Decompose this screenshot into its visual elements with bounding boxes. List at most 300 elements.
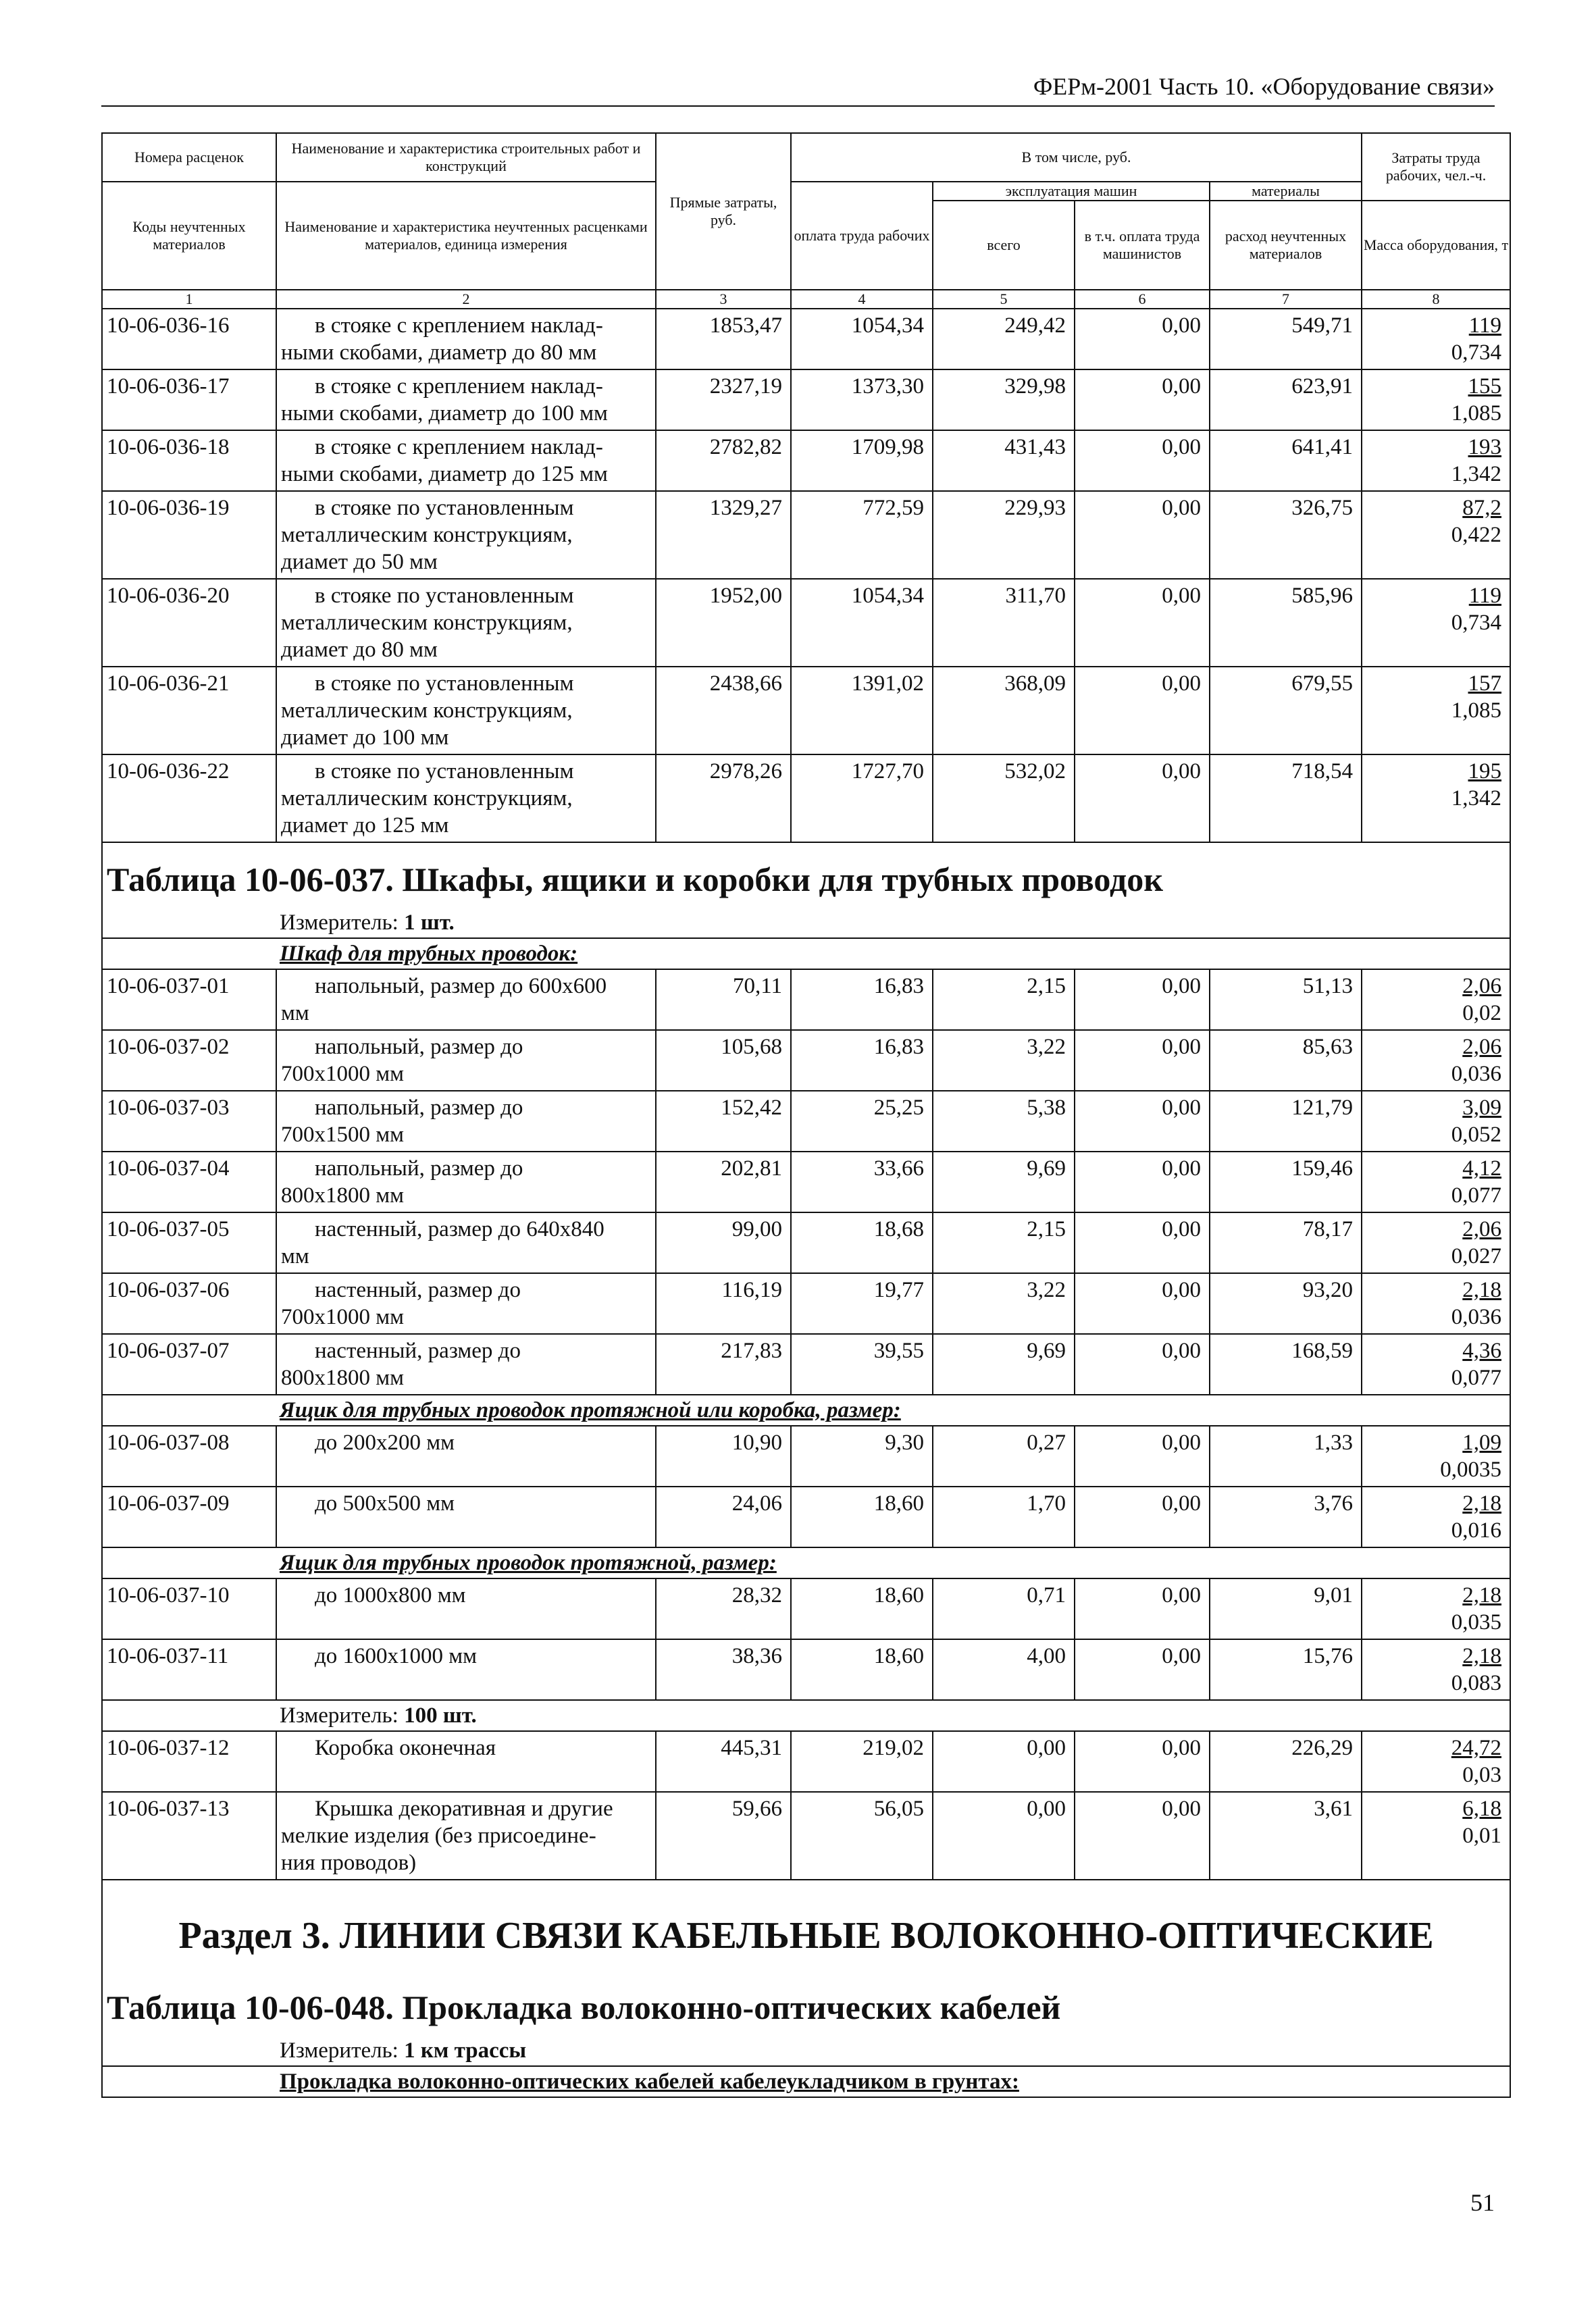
machines-total: 1,70: [933, 1487, 1075, 1547]
rate-code: 10-06-037-07: [102, 1334, 276, 1395]
description-line: ными скобами, диаметр до 80 мм: [281, 340, 597, 365]
table-row: [102, 1091, 1510, 1152]
worker-wage: 56,05: [791, 1792, 933, 1880]
rate-code: 10-06-037-13: [102, 1792, 276, 1880]
table-037-title: Таблица 10-06-037. Шкафы, ящики и коробки для трубных проводок: [102, 842, 1510, 908]
machines-total: 3,22: [933, 1273, 1075, 1334]
machines-total: 0,00: [933, 1792, 1075, 1880]
direct-costs: 70,11: [656, 969, 791, 1030]
table-row: [102, 1487, 1510, 1547]
machinists-wage: 0,00: [1075, 369, 1210, 430]
materials-cost: 326,75: [1210, 491, 1362, 579]
materials-cost: 226,29: [1210, 1731, 1362, 1792]
header-col2-bottom: Наименование и характеристика неучтенных расценками материалов, единица измерения: [276, 182, 656, 290]
rows-037-b: [102, 1426, 1510, 1547]
labor-and-mass: [1362, 969, 1510, 1030]
equipment-mass: 0,036: [1451, 1305, 1502, 1329]
rows-037-a: [102, 969, 1510, 1395]
labor-and-mass: [1362, 1639, 1510, 1700]
rows-037-c: [102, 1578, 1510, 1700]
table-row: [102, 1731, 1510, 1792]
equipment-mass: 0,734: [1451, 611, 1502, 635]
machinists-wage: 0,00: [1075, 430, 1210, 491]
rate-code: 10-06-036-20: [102, 579, 276, 667]
labor-hours: 195: [1468, 759, 1502, 783]
description-line: 800х1800 мм: [281, 1366, 405, 1390]
table-row: [102, 1578, 1510, 1639]
direct-costs: 59,66: [656, 1792, 791, 1880]
labor-hours: 2,06: [1462, 1035, 1502, 1059]
description-line: в стояке по установленным: [315, 671, 574, 696]
table-row: [102, 1212, 1510, 1273]
machines-total: 9,69: [933, 1334, 1075, 1395]
table-048-title: Таблица 10-06-048. Прокладка волоконно-оптических кабелей: [102, 1983, 1510, 2036]
worker-wage: 1054,34: [791, 309, 933, 369]
equipment-mass: 0,083: [1451, 1671, 1502, 1695]
labor-hours: 2,06: [1462, 1217, 1502, 1241]
worker-wage: 25,25: [791, 1091, 933, 1152]
machinists-wage: 0,00: [1075, 667, 1210, 754]
equipment-mass: 0,035: [1451, 1610, 1502, 1635]
column-numbers-row: [102, 290, 1510, 309]
description-line: в стояке по установленным: [315, 759, 574, 783]
worker-wage: 1373,30: [791, 369, 933, 430]
work-description: [276, 1578, 656, 1639]
running-head: [101, 68, 1495, 107]
direct-costs: 2438,66: [656, 667, 791, 754]
materials-cost: 93,20: [1210, 1273, 1362, 1334]
work-description: [276, 491, 656, 579]
description-line: до 1000х800 мм: [315, 1583, 466, 1608]
direct-costs: 1952,00: [656, 579, 791, 667]
column-number: 4: [791, 290, 933, 309]
header-machines: эксплуатация машин: [933, 182, 1210, 201]
labor-and-mass: [1362, 369, 1510, 430]
description-line: 700х1500 мм: [281, 1123, 405, 1147]
work-description: [276, 1334, 656, 1395]
direct-costs: 105,68: [656, 1030, 791, 1091]
materials-cost: 78,17: [1210, 1212, 1362, 1273]
table-row: [102, 309, 1510, 369]
labor-hours: 157: [1468, 671, 1502, 696]
machines-total: 4,00: [933, 1639, 1075, 1700]
labor-hours: 87,2: [1462, 496, 1502, 520]
section-fiber-cable-laying: Прокладка волоконно-оптических кабелей кабелеукладчиком в грунтах:: [102, 2066, 1510, 2097]
measure-label: Измеритель:: [280, 1703, 398, 1728]
description-line: Крышка декоративная и другие: [315, 1797, 613, 1821]
materials-cost: 585,96: [1210, 579, 1362, 667]
column-number: 8: [1362, 290, 1510, 309]
direct-costs: 217,83: [656, 1334, 791, 1395]
description-line: настенный, размер до: [315, 1278, 521, 1302]
measure-value: 100 шт.: [404, 1703, 477, 1728]
worker-wage: 16,83: [791, 969, 933, 1030]
labor-and-mass: [1362, 1030, 1510, 1091]
header-labor-top: Затраты труда рабочих, чел.-ч.: [1362, 133, 1510, 201]
table-row: [102, 969, 1510, 1030]
equipment-mass: 1,085: [1451, 401, 1502, 426]
machines-total: 2,15: [933, 1212, 1075, 1273]
measure-value: 1 шт.: [404, 910, 455, 935]
work-description: [276, 754, 656, 842]
section-cabinet: Шкаф для трубных проводок:: [102, 938, 1510, 969]
work-description: [276, 1152, 656, 1212]
materials-cost: 85,63: [1210, 1030, 1362, 1091]
labor-and-mass: [1362, 1334, 1510, 1395]
equipment-mass: 0,02: [1462, 1001, 1502, 1025]
description-line: напольный, размер до: [315, 1156, 523, 1181]
document-page: [101, 132, 1510, 2159]
work-description: [276, 1091, 656, 1152]
machinists-wage: 0,00: [1075, 1578, 1210, 1639]
equipment-mass: 0,016: [1451, 1518, 1502, 1543]
measure-value: 1 км трассы: [404, 2038, 527, 2063]
header-machinists-wage: в т.ч. оплата труда машинистов: [1075, 201, 1210, 290]
description-line: напольный, размер до 600х600: [315, 974, 607, 998]
labor-and-mass: [1362, 1152, 1510, 1212]
description-line: металлическим конструкциям,: [281, 523, 573, 547]
materials-cost: 1,33: [1210, 1426, 1362, 1487]
labor-and-mass: [1362, 1273, 1510, 1334]
work-description: [276, 1792, 656, 1880]
column-number: 3: [656, 290, 791, 309]
header-col1-bottom: Коды неучтенных материалов: [102, 182, 276, 290]
header-materials: материалы: [1210, 182, 1362, 201]
description-line: мелкие изделия (без присоедине-: [281, 1824, 596, 1848]
description-line: мм: [281, 1001, 309, 1025]
equipment-mass: 0,0035: [1440, 1458, 1502, 1482]
description-line: в стояке с креплением наклад-: [315, 435, 603, 459]
direct-costs: 202,81: [656, 1152, 791, 1212]
equipment-mass: 1,342: [1451, 786, 1502, 811]
direct-costs: 2327,19: [656, 369, 791, 430]
labor-and-mass: [1362, 1212, 1510, 1273]
table-row: [102, 1792, 1510, 1880]
labor-hours: 4,12: [1462, 1156, 1502, 1181]
machinists-wage: 0,00: [1075, 1091, 1210, 1152]
machines-total: 368,09: [933, 667, 1075, 754]
table-037-block: [102, 842, 1510, 969]
description-line: в стояке по установленным: [315, 584, 574, 608]
machines-total: 9,69: [933, 1152, 1075, 1212]
direct-costs: 152,42: [656, 1091, 791, 1152]
labor-hours: 193: [1468, 435, 1502, 459]
materials-cost: 718,54: [1210, 754, 1362, 842]
header-col1-top: Номера расценок: [102, 133, 276, 182]
labor-hours: 1,09: [1462, 1431, 1502, 1455]
labor-hours: 3,09: [1462, 1096, 1502, 1120]
direct-costs: 2978,26: [656, 754, 791, 842]
section-pull-box: Ящик для трубных проводок протяжной, размер:: [102, 1547, 1510, 1578]
part-3-block: [102, 1880, 1510, 2097]
description-line: в стояке с креплением наклад-: [315, 313, 603, 338]
materials-cost: 121,79: [1210, 1091, 1362, 1152]
page-number: 51: [1470, 2189, 1495, 2216]
work-description: [276, 430, 656, 491]
header-materials-use: расход неучтенных материалов: [1210, 201, 1362, 290]
rate-code: 10-06-037-04: [102, 1152, 276, 1212]
labor-and-mass: [1362, 667, 1510, 754]
worker-wage: 772,59: [791, 491, 933, 579]
labor-and-mass: [1362, 1578, 1510, 1639]
description-line: диамет до 50 мм: [281, 550, 438, 574]
machinists-wage: 0,00: [1075, 1152, 1210, 1212]
worker-wage: 1054,34: [791, 579, 933, 667]
table-row: [102, 1334, 1510, 1395]
materials-cost: 168,59: [1210, 1334, 1362, 1395]
work-description: [276, 1639, 656, 1700]
description-line: металлическим конструкциям,: [281, 611, 573, 635]
equipment-mass: 0,01: [1462, 1824, 1502, 1848]
section-box-or-case: Ящик для трубных проводок протяжной или коробка, размер:: [102, 1395, 1510, 1426]
description-line: Коробка оконечная: [315, 1736, 496, 1760]
price-table: [101, 132, 1511, 2098]
table-row: [102, 430, 1510, 491]
column-number: 6: [1075, 290, 1210, 309]
worker-wage: 39,55: [791, 1334, 933, 1395]
equipment-mass: 0,077: [1451, 1183, 1502, 1208]
machines-total: 0,71: [933, 1578, 1075, 1639]
materials-cost: 15,76: [1210, 1639, 1362, 1700]
worker-wage: 18,60: [791, 1487, 933, 1547]
table-048-measure: [102, 2036, 1510, 2066]
measure-label: Измеритель:: [280, 2038, 398, 2063]
labor-hours: 2,18: [1462, 1583, 1502, 1608]
equipment-mass: 0,027: [1451, 1244, 1502, 1268]
worker-wage: 1727,70: [791, 754, 933, 842]
machines-total: 532,02: [933, 754, 1075, 842]
machines-total: 311,70: [933, 579, 1075, 667]
header-machines-total: всего: [933, 201, 1075, 290]
materials-cost: 641,41: [1210, 430, 1362, 491]
machinists-wage: 0,00: [1075, 1212, 1210, 1273]
labor-hours: 119: [1468, 584, 1502, 608]
work-description: [276, 1731, 656, 1792]
equipment-mass: 0,052: [1451, 1123, 1502, 1147]
equipment-mass: 0,077: [1451, 1366, 1502, 1390]
rate-code: 10-06-037-11: [102, 1639, 276, 1700]
description-line: до 1600х1000 мм: [315, 1644, 478, 1668]
labor-and-mass: [1362, 1731, 1510, 1792]
header-col2-top: Наименование и характеристика строительных работ и конструкций: [276, 133, 656, 182]
equipment-mass: 1,085: [1451, 698, 1502, 723]
table-row: [102, 1639, 1510, 1700]
work-description: [276, 667, 656, 754]
direct-costs: 1853,47: [656, 309, 791, 369]
description-line: ными скобами, диаметр до 125 мм: [281, 462, 608, 486]
labor-hours: 2,18: [1462, 1278, 1502, 1302]
rate-code: 10-06-036-19: [102, 491, 276, 579]
machinists-wage: 0,00: [1075, 754, 1210, 842]
description-line: в стояке с креплением наклад-: [315, 374, 603, 398]
rate-code: 10-06-037-09: [102, 1487, 276, 1547]
labor-hours: 155: [1468, 374, 1502, 398]
machinists-wage: 0,00: [1075, 1334, 1210, 1395]
description-line: настенный, размер до: [315, 1339, 521, 1363]
description-line: до 200х200 мм: [315, 1431, 455, 1455]
labor-hours: 119: [1468, 313, 1502, 338]
machinists-wage: 0,00: [1075, 491, 1210, 579]
machinists-wage: 0,00: [1075, 579, 1210, 667]
work-description: [276, 1487, 656, 1547]
rate-code: 10-06-036-16: [102, 309, 276, 369]
description-line: 700х1000 мм: [281, 1305, 405, 1329]
worker-wage: 18,60: [791, 1639, 933, 1700]
table-row: [102, 369, 1510, 430]
labor-and-mass: [1362, 754, 1510, 842]
rate-code: 10-06-037-08: [102, 1426, 276, 1487]
running-head-text: ФЕРм-2001 Часть 10. «Оборудование связи»: [1033, 73, 1495, 100]
description-line: диамет до 100 мм: [281, 725, 449, 750]
labor-and-mass: [1362, 430, 1510, 491]
worker-wage: 19,77: [791, 1273, 933, 1334]
description-line: металлическим конструкциям,: [281, 786, 573, 811]
direct-costs: 10,90: [656, 1426, 791, 1487]
worker-wage: 1391,02: [791, 667, 933, 754]
column-number: 2: [276, 290, 656, 309]
description-line: до 500х500 мм: [315, 1491, 455, 1516]
materials-cost: 679,55: [1210, 667, 1362, 754]
table-row: [102, 491, 1510, 579]
machinists-wage: 0,00: [1075, 1731, 1210, 1792]
labor-and-mass: [1362, 1426, 1510, 1487]
equipment-mass: 1,342: [1451, 462, 1502, 486]
equipment-mass: 0,422: [1451, 523, 1502, 547]
worker-wage: 33,66: [791, 1152, 933, 1212]
rate-code: 10-06-037-12: [102, 1731, 276, 1792]
work-description: [276, 1273, 656, 1334]
labor-hours: 2,18: [1462, 1644, 1502, 1668]
direct-costs: 99,00: [656, 1212, 791, 1273]
direct-costs: 445,31: [656, 1731, 791, 1792]
table-row: [102, 579, 1510, 667]
machines-total: 329,98: [933, 369, 1075, 430]
table-header: [102, 133, 1510, 309]
column-number: 5: [933, 290, 1075, 309]
equipment-mass: 0,03: [1462, 1763, 1502, 1787]
rows-037-d: [102, 1731, 1510, 1880]
direct-costs: 116,19: [656, 1273, 791, 1334]
machinists-wage: 0,00: [1075, 969, 1210, 1030]
equipment-mass: 0,734: [1451, 340, 1502, 365]
machines-total: 2,15: [933, 969, 1075, 1030]
worker-wage: 219,02: [791, 1731, 933, 1792]
machines-total: 5,38: [933, 1091, 1075, 1152]
description-line: 700х1000 мм: [281, 1062, 405, 1086]
machinists-wage: 0,00: [1075, 1487, 1210, 1547]
column-number: 1: [102, 290, 276, 309]
description-line: диамет до 80 мм: [281, 638, 438, 662]
header-direct-costs: Прямые затраты, руб.: [656, 133, 791, 290]
labor-hours: 4,36: [1462, 1339, 1502, 1363]
labor-and-mass: [1362, 491, 1510, 579]
worker-wage: 16,83: [791, 1030, 933, 1091]
header-wage: оплата труда рабочих: [791, 182, 933, 290]
description-line: ния проводов): [281, 1851, 417, 1875]
direct-costs: 28,32: [656, 1578, 791, 1639]
materials-cost: 3,61: [1210, 1792, 1362, 1880]
work-description: [276, 309, 656, 369]
materials-cost: 623,91: [1210, 369, 1362, 430]
labor-and-mass: [1362, 1792, 1510, 1880]
rate-code: 10-06-037-10: [102, 1578, 276, 1639]
direct-costs: 1329,27: [656, 491, 791, 579]
rate-code: 10-06-037-03: [102, 1091, 276, 1152]
description-line: ными скобами, диаметр до 100 мм: [281, 401, 608, 426]
table-037-measure: [102, 908, 1510, 938]
labor-and-mass: [1362, 579, 1510, 667]
header-mass: Масса оборудования, т: [1362, 201, 1510, 290]
labor-and-mass: [1362, 309, 1510, 369]
table-row: [102, 667, 1510, 754]
table-row: [102, 1030, 1510, 1091]
table-row: [102, 1152, 1510, 1212]
rows-036: [102, 309, 1510, 842]
table-row: [102, 1426, 1510, 1487]
rate-code: 10-06-037-05: [102, 1212, 276, 1273]
machinists-wage: 0,00: [1075, 1273, 1210, 1334]
machines-total: 0,27: [933, 1426, 1075, 1487]
table-row: [102, 1273, 1510, 1334]
worker-wage: 18,68: [791, 1212, 933, 1273]
labor-hours: 6,18: [1462, 1797, 1502, 1821]
direct-costs: 38,36: [656, 1639, 791, 1700]
description-line: в стояке по установленным: [315, 496, 574, 520]
materials-cost: 159,46: [1210, 1152, 1362, 1212]
rate-code: 10-06-037-06: [102, 1273, 276, 1334]
description-line: металлическим конструкциям,: [281, 698, 573, 723]
part-3-title: Раздел 3. ЛИНИИ СВЯЗИ КАБЕЛЬНЫЕ ВОЛОКОННО-ОПТИЧЕСКИЕ: [102, 1880, 1510, 1983]
rate-code: 10-06-036-17: [102, 369, 276, 430]
materials-cost: 9,01: [1210, 1578, 1362, 1639]
description-line: напольный, размер до: [315, 1035, 523, 1059]
machinists-wage: 0,00: [1075, 1030, 1210, 1091]
worker-wage: 1709,98: [791, 430, 933, 491]
machinists-wage: 0,00: [1075, 1792, 1210, 1880]
labor-and-mass: [1362, 1091, 1510, 1152]
header-group: В том числе, руб.: [791, 133, 1362, 182]
table-037-measure-2: [102, 1700, 1510, 1731]
work-description: [276, 579, 656, 667]
description-line: 800х1800 мм: [281, 1183, 405, 1208]
measure-label: Измеритель:: [280, 910, 398, 935]
description-line: мм: [281, 1244, 309, 1268]
machinists-wage: 0,00: [1075, 309, 1210, 369]
description-line: диамет до 125 мм: [281, 813, 449, 838]
materials-cost: 51,13: [1210, 969, 1362, 1030]
labor-and-mass: [1362, 1487, 1510, 1547]
labor-hours: 24,72: [1451, 1736, 1502, 1760]
work-description: [276, 1426, 656, 1487]
equipment-mass: 0,036: [1451, 1062, 1502, 1086]
machines-total: 249,42: [933, 309, 1075, 369]
table-row: [102, 754, 1510, 842]
rate-code: 10-06-037-02: [102, 1030, 276, 1091]
work-description: [276, 1030, 656, 1091]
rate-code: 10-06-036-22: [102, 754, 276, 842]
labor-hours: 2,06: [1462, 974, 1502, 998]
machinists-wage: 0,00: [1075, 1639, 1210, 1700]
machines-total: 0,00: [933, 1731, 1075, 1792]
machines-total: 229,93: [933, 491, 1075, 579]
description-line: настенный, размер до 640х840: [315, 1217, 604, 1241]
direct-costs: 2782,82: [656, 430, 791, 491]
rate-code: 10-06-036-18: [102, 430, 276, 491]
column-number: 7: [1210, 290, 1362, 309]
worker-wage: 18,60: [791, 1578, 933, 1639]
work-description: [276, 369, 656, 430]
worker-wage: 9,30: [791, 1426, 933, 1487]
